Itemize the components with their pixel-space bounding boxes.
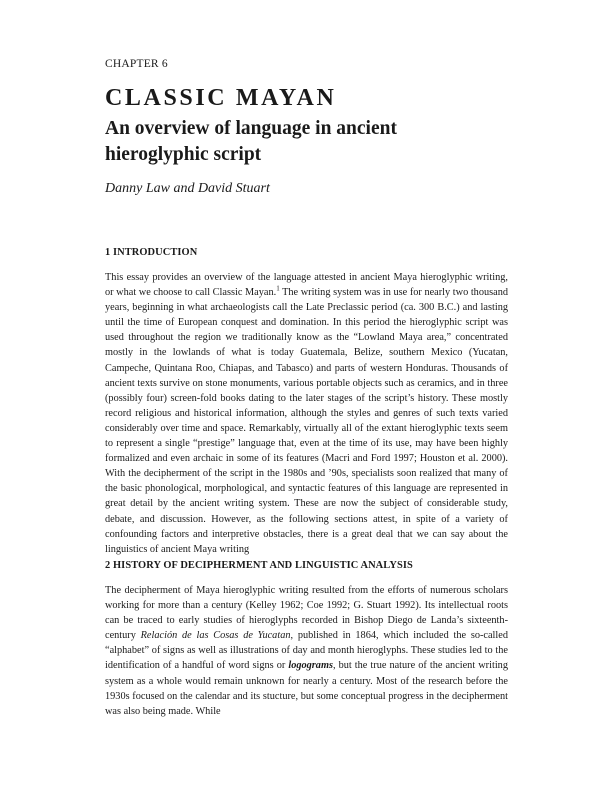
footnote-marker[interactable]: 1 [276, 284, 280, 293]
paragraph [105, 270, 508, 557]
italic-term: logograms [288, 660, 333, 672]
text-run: , but the true nature of the ancient writing system as a whole would remain unknown for nearly a century. Most of the research before the 1930s focused on the calendar and its stucture, but some conceptual progress in the decipherment was also being made. While [105, 660, 508, 717]
text-run: This essay provides an overview of the language attested in ancient Maya hieroglyphic writing, or what we choose to call Classic Mayan. [105, 272, 508, 299]
text-run: , published in 1864, which included the so-called “alphabet” of signs as well as illustrations of day and month hieroglyphs. These studies led to the identification of a handful of word signs or [105, 630, 508, 672]
section-heading: 1 INTRODUCTION [105, 247, 198, 258]
subtitle-line-1: An overview of language in ancient [105, 118, 397, 139]
subtitle-line-2: hieroglyphic script [105, 144, 262, 165]
text-run: The decipherment of Maya hieroglyphic writing resulted from the efforts of numerous scholars working for more than a century (Kelley 1962; Coe 1992; G. Stuart 1992). Its intellectual roots can be traced to early studies of hieroglyphs recorded in Bishop Diego de Landa’s sixteenth-century [105, 585, 508, 642]
chapter-subtitle [105, 116, 397, 168]
chapter-label: CHAPTER 6 [105, 58, 168, 70]
authors: Danny Law and David Stuart [105, 181, 270, 196]
section-introduction [105, 247, 508, 557]
paragraph [105, 583, 508, 719]
section-heading: 2 HISTORY OF DECIPHERMENT AND LINGUISTIC ANALYSIS [105, 560, 413, 571]
section-history-of-decipherment [105, 560, 508, 719]
text-run: The writing system was in use for nearly two thousand years, beginning in what archaeologists call the Late Preclassic period (ca. 300 B.C.) and lasting until the time of European conquest and domination. In this period the hieroglyphic script was used throughout the region we traditionally know as the “Lowland Maya area,” concentrated mostly in the lowlands of what is today Guatemala, Belize, southern Mexico (Yucatan, Campeche, Quintana Roo, Chiapas, and Tabasco) and parts of western Honduras. Thousands of ancient texts survive on stone monuments, various portable objects such as ceramics, and in three (possibly four) screen-fold books dating to the later stages of the script’s history. These mostly record religious and historical information, although the styles and genres of such texts varied considerably over time and space. Remarkably, virtually all of the extant hieroglyphic texts seem to represent a single “prestige” language that, even at the time of its use, may have been highly formalized and even archaic in some of its features (Macri and Ford 1997; Houston et al. 2000). With the decipherment of the script in the 1980s and ’90s, specialists soon realized that many of the basic phonological, morphological, and syntactic features of this language are represented in great detail by the ancient writing system. These are now the subject of considerable study, debate, and discussion. However, as the following sections attest, in spite of a variety of confounding factors and interpretive obstacles, there is a great deal that we can say about the linguistics of ancient Maya writing [105, 287, 508, 555]
italic-title: Relación de las Cosas de Yucatan [140, 630, 291, 642]
chapter-title: CLASSIC MAYAN [105, 85, 337, 111]
